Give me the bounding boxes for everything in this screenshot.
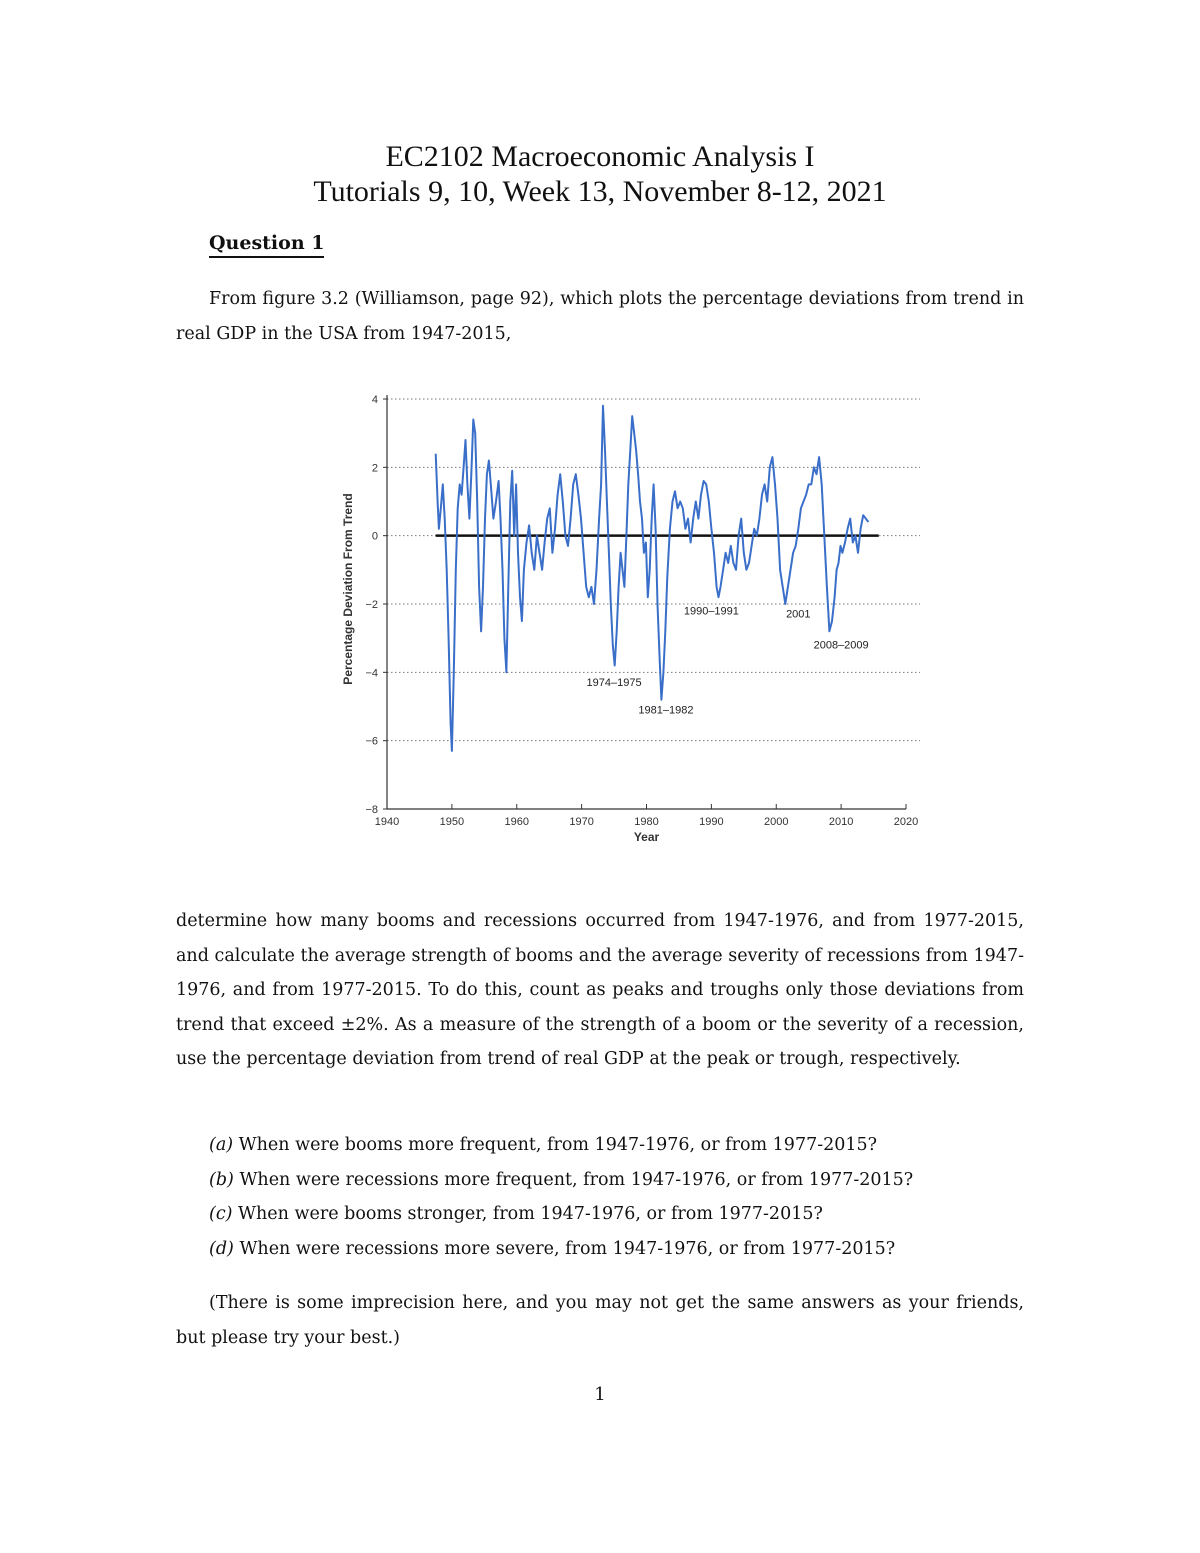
x-tick-label: 1940	[374, 816, 400, 828]
x-tick-label: 1980	[634, 816, 659, 828]
annotation-label: 1981–1982	[638, 704, 694, 717]
note-paragraph: (There is some imprecision here, and you may not get the same answers as your friends, but please try your best.)	[176, 1293, 1024, 1348]
annotation-label: 1990–1991	[683, 605, 739, 618]
y-tick-label: −4	[365, 667, 378, 680]
x-tick-label: 1990	[699, 816, 724, 828]
intro-paragraph	[176, 282, 1024, 351]
y-tick-label: 0	[371, 530, 378, 543]
y-tick-label: 2	[371, 462, 378, 475]
question-heading: Question 1	[209, 232, 324, 258]
series-line	[436, 406, 869, 751]
y-tick-label: 4	[371, 394, 378, 406]
question-items	[209, 1128, 1024, 1266]
x-axis-label: Year	[633, 830, 660, 844]
document-title-line1: EC2102 Macroeconomic Analysis I	[385, 140, 815, 173]
y-axis-label: Percentage Deviation From Trend	[341, 493, 355, 685]
x-tick-label: 1960	[504, 816, 529, 828]
chart-grid	[387, 399, 920, 741]
y-tick-label: −8	[365, 804, 378, 816]
page-number: 1	[594, 1384, 606, 1405]
x-tick-label: 2010	[828, 816, 854, 828]
y-tick-label: −2	[365, 599, 378, 611]
annotation-label: 2001	[786, 608, 811, 621]
chart-annotations	[587, 605, 869, 716]
document-title-line2: Tutorials 9, 10, Week 13, November 8-12, 2021	[313, 175, 887, 208]
body-paragraph: determine how many booms and recessions occurred from 1947-1976, and from 1977-2015, and calculate the average strength of booms and the average severity of recessions from 1947-1976, and from 1977-2015. To do this, count as peaks and troughs only those deviations from trend that exceed ±2%. As a measure of the strength of a boom or the severity of a recession, use the percentage deviation from trend of real GDP at the peak or trough, respectively.	[176, 911, 1024, 1069]
x-tick-label: 2000	[764, 816, 789, 828]
question-item-d: (d) When were recessions more severe, from 1947-1976, or from 1977-2015?	[209, 1238, 896, 1259]
intro-text: From figure 3.2 (Williamson, page 92), which plots the percentage deviations from trend in real GDP in the USA from 1947-2015,	[176, 289, 1024, 344]
question-item-c: (c) When were booms stronger, from 1947-1976, or from 1977-2015?	[209, 1204, 823, 1224]
annotation-label: 1974–1975	[586, 677, 642, 689]
annotation-label: 2008–2009	[813, 639, 869, 652]
y-tick-label: −6	[365, 735, 378, 748]
x-tick-label: 1970	[569, 816, 594, 828]
question-item-b: (b) When were recessions more frequent, from 1947-1976, or from 1977-2015?	[209, 1169, 914, 1190]
gdp-deviation-chart	[340, 385, 930, 855]
x-tick-label: 1950	[439, 816, 465, 828]
x-tick-label: 2020	[893, 816, 919, 828]
question-item-a: (a) When were booms more frequent, from 1947-1976, or from 1977-2015?	[209, 1135, 878, 1155]
